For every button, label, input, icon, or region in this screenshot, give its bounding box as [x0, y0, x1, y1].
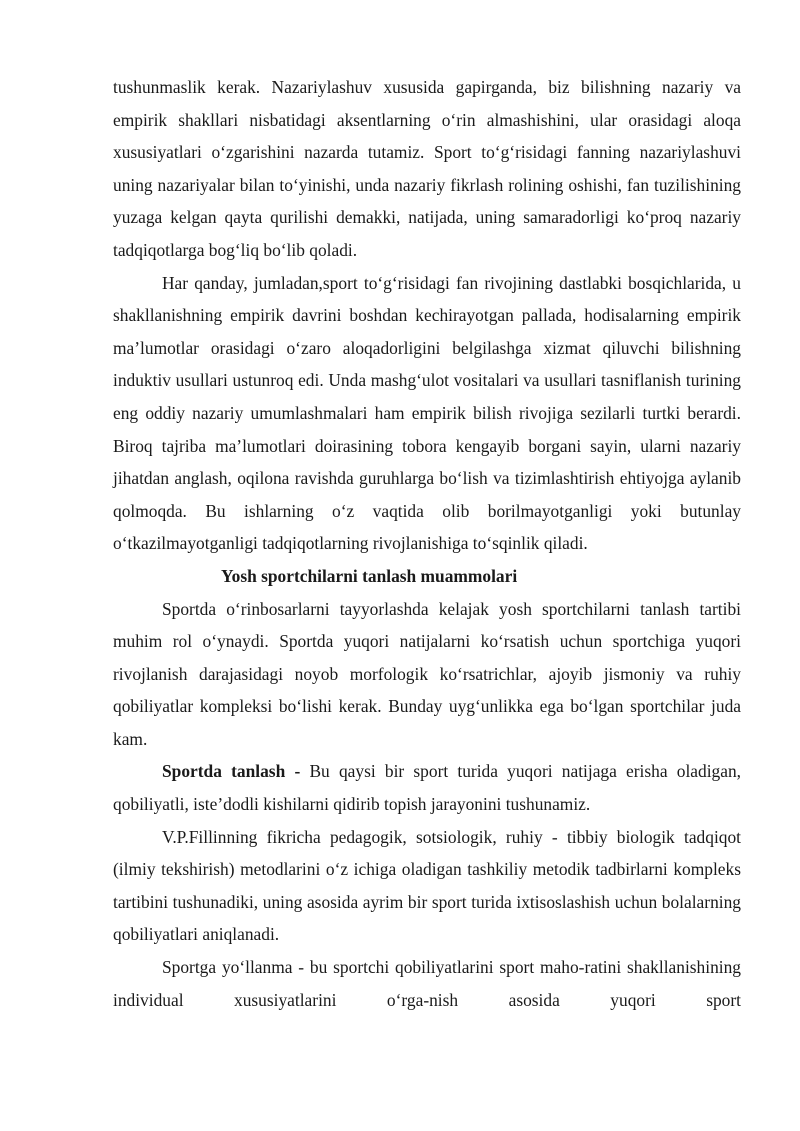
definition-text: Bu qaysi bir sport turida yuqori natijaga erisha oladigan, qobiliyatli, iste’dodli kishilarni qidirib topish jarayonini tushunamiz. — [113, 761, 741, 815]
document-page — [113, 71, 741, 1016]
paragraph-sport-orientation: Sportga yo‘llanma - bu sportchi qobiliyatlarini sport maho-ratini shakllanishining individual xususiyatlarini o‘rga-nish asosida yuqori sport — [113, 957, 741, 1010]
section-heading: Yosh sportchilarni tanlash muammolari — [221, 565, 518, 586]
term-sportda-tanlash: Sportda tanlash - — [162, 761, 301, 782]
paragraph-talent-selection: Sportda o‘rinbosarlarni tayyorlashda kelajak yosh sportchilarni tanlash tartibi muhim rol o‘ynaydi. Sportda yuqori natijalarni ko‘rsatish uchun sportchiga yuqori rivojlanish darajasidagi noyob morfologik ko‘rsatrichlar, ajoyib jismoniy va ruhiy qobiliyatlar kompleksi bo‘lishi kerak. Bunday uyg‘unlikka ega bo‘lgan sportchilar juda kam. — [113, 598, 741, 749]
paragraph-fillin-opinion: V.P.Fillinning fikricha pedagogik, sotsiologik, ruhiy - tibbiy biologik tadqiqot (ilmiy tekshirish) metodlarini o‘z ichiga oladigan tashkiliy metodik tadbirlarni kompleks tartibini tushunadiki, uning asosida ayrim bir sport turida ixtisoslashish uchun bolalarning qobiliyatlari aniqlanadi. — [113, 826, 741, 945]
paragraph-empirical-stage: Har qanday, jumladan,sport to‘g‘risidagi fan rivojining dastlabki bosqichlarida, u shakllanishning empirik davrini boshdan kechirayotgan pallada, hodisalarning empirik ma’lumotlar orasidagi o‘zaro aloqadorligini belgilashga xizmat qiluvchi bilishning induktiv usullari ustunroq edi. Unda mashg‘ulot vositalari va usullari tasniflanish turining eng oddiy nazariy umumlashmalari ham empirik bilish rivojiga sezilarli turtki berardi. Biroq tajriba ma’lumotlari doirasining tobora kengayib borgani sayin, ularni nazariy jihatdan anglash, oqilona ravishda guruhlarga bo‘lish va tizimlashtirish ehtiyojga aylanib qolmoqda. Bu ishlarning o‘z vaqtida olib borilmayotganligi yoki butunlay o‘tkazilmayotganligi tadqiqotlarning rivojlanishiga to‘sqinlik qiladi. — [113, 272, 741, 554]
paragraph-definition-selection — [113, 755, 741, 820]
paragraph-continuation: tushunmaslik kerak. Nazariylashuv xususida gapirganda, biz bilishning nazariy va empirik shakllari nisbatidagi aksentlarning o‘rin almashishini, ular orasidagi aloqa xususiyatlari o‘zgarishini nazarda tutamiz. Sport to‘g‘risidagi fanning nazariylashuvi uning nazariyalar bilan to‘yinishi, unda nazariy fikrlash rolining oshishi, fan tuzilishining yuzaga kelgan qayta qurilishi demakki, natijada, uning samaradorligi ko‘proq nazariy tadqiqotlarga bog‘liq bo‘lib qoladi. — [113, 77, 741, 260]
